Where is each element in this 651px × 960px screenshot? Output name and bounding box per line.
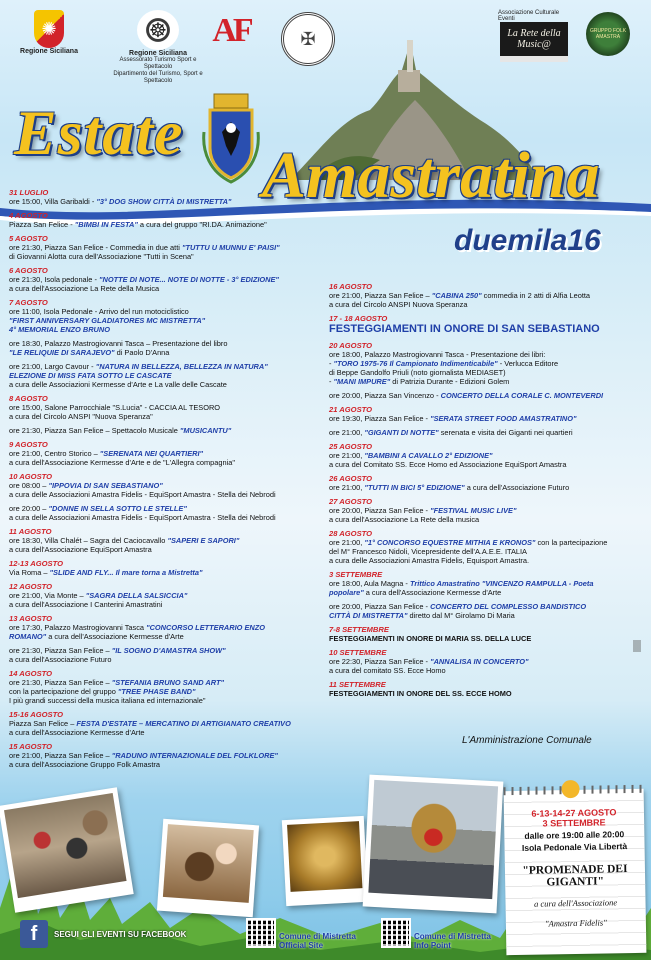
balloon-icon [561, 780, 579, 798]
event-text-hl: ROMANO" [9, 632, 47, 641]
af-mark: AF [212, 12, 250, 49]
photo-crowd-festival [0, 787, 134, 912]
event-text-pre: ore 21:00, Piazza San Felice – [9, 751, 112, 760]
event-text-hl: "STEFANIA BRUNO SAND ART" [111, 678, 224, 687]
event-date: 10 AGOSTO [9, 472, 53, 481]
qr-official-site-label [279, 932, 356, 950]
event-date: 5 AGOSTO [9, 234, 48, 243]
program-event [9, 266, 319, 293]
event-text-post: di Paolo D'Anna [114, 348, 170, 357]
admin-signature: L'Amministrazione Comunale [462, 735, 592, 746]
program-event [9, 426, 319, 435]
gruppo-folk-logo [586, 12, 630, 56]
event-text-pre: ore 20:00, Piazza San Felice - [329, 506, 431, 515]
event-text-hl: CONCERTO DELLA CORALE C. MONTEVERDI [440, 391, 604, 400]
program-left-column [9, 188, 319, 774]
event-line [9, 252, 319, 261]
event-text-pre: ore 21:30, Piazza San Felice – [9, 646, 112, 655]
event-line [9, 371, 319, 380]
af-logo [196, 12, 266, 50]
event-line [9, 426, 319, 435]
event-line [9, 197, 319, 206]
event-text-pre: a cura delle Associazioni Amastra Fidelis - EquiSport Amastra - Stella dei Nebrodi [9, 490, 276, 499]
event-line [9, 403, 319, 412]
event-text-pre: con la partecipazione del gruppo [9, 687, 118, 696]
qr-code-info-point-icon[interactable] [381, 918, 411, 948]
event-line [9, 678, 319, 687]
event-line [9, 696, 319, 705]
event-text-hl: "MUSICANTU" [179, 426, 232, 435]
event-text-pre: ore 15:00, Villa Garibaldi - [9, 197, 97, 206]
event-line [329, 377, 639, 386]
program-event [9, 298, 319, 334]
event-text-hl: 4° MEMORIAL ENZO BRUNO [9, 325, 110, 334]
event-text-pre: ore 20:00 – [9, 504, 49, 513]
program-event [9, 362, 319, 389]
promenade-cura-1: a cura dell'Associazione [533, 897, 618, 909]
event-line [9, 325, 319, 334]
event-text-hl: "FIRST ANNIVERSARY GLADIATORES MC MISTRETTA" [9, 316, 206, 325]
event-line [9, 284, 319, 293]
event-line [329, 666, 639, 675]
event-text-post: a cura del gruppo "RI.DA. Animazione" [137, 220, 267, 229]
event-line [9, 536, 319, 545]
facebook-link[interactable] [20, 920, 186, 948]
event-text-pre: a cura dell'Associazione La Rete della Musica [9, 284, 160, 293]
event-text-pre: a cura delle Associazioni Amastra Fidelis, Equisport Amastra. [329, 556, 530, 565]
event-line [9, 591, 319, 600]
program-event [9, 504, 319, 522]
event-date: 10 SETTEMBRE [329, 648, 387, 657]
program-event [9, 472, 319, 499]
promenade-place: Isola Pedonale Via Libertà [521, 841, 628, 853]
program-event [9, 614, 319, 641]
event-date: 7-8 SETTEMBRE [329, 625, 389, 634]
event-text-pre: ore 20:00, Piazza San Felice - [329, 602, 431, 611]
program-event [9, 742, 319, 769]
event-text-hl: CONCERTO DEL COMPLESSO BANDISTICO [430, 602, 587, 611]
event-line [9, 646, 319, 655]
event-line [9, 545, 319, 554]
assessorato-title: Regione Siciliana [129, 50, 187, 57]
event-line [9, 632, 319, 641]
rete-name: La Rete della Music@ [500, 22, 568, 62]
event-text-hl: "CONCORSO LETTERARIO ENZO [146, 623, 265, 632]
photo-procession-statue [363, 775, 504, 914]
event-text-hl: "NOTTE DI NOTE... NOTE DI NOTTE - 3° EDIZIONE" [98, 275, 279, 284]
program-event [329, 442, 639, 469]
event-line [9, 316, 319, 325]
event-text-hl: "3° DOG SHOW CITTÀ DI MISTRETTA" [96, 197, 232, 206]
event-date: 12 AGOSTO [9, 582, 53, 591]
event-line [9, 339, 319, 348]
promenade-time: dalle ore 19:00 alle 20:00 [524, 829, 625, 841]
event-line [329, 634, 639, 643]
program-event [329, 570, 639, 597]
event-text-pre: - [329, 377, 334, 386]
event-text-hl: "SERATA STREET FOOD AMASTRATINO" [430, 414, 577, 423]
event-date: 17 - 18 AGOSTO [329, 314, 388, 323]
event-feast-title: FESTEGGIAMENTI IN ONORE DI SAN SEBASTIANO [329, 323, 600, 335]
event-line [329, 588, 639, 597]
program-event [329, 474, 639, 492]
event-line [329, 300, 639, 309]
event-text-pre: a cura del Circolo ANSPI Nuova Speranza [329, 300, 468, 309]
program-event [329, 497, 639, 524]
event-date: 31 LUGLIO [9, 188, 49, 197]
event-text-hl: "BIMBI IN FESTA" [74, 220, 138, 229]
program-event [329, 529, 639, 565]
mistretta-crest-icon [200, 92, 262, 184]
event-date: 4 AGOSTO [9, 211, 48, 220]
program-right-column [329, 282, 639, 703]
event-text-pre: ore 21:00, [329, 428, 365, 437]
event-text-hl: FESTA D'ESTATE – MERCATINO DI ARTIGIANATO CREATIVO [76, 719, 291, 728]
event-date: 12-13 AGOSTO [9, 559, 64, 568]
program-event [9, 527, 319, 554]
event-line [329, 538, 639, 547]
event-line [329, 556, 639, 565]
event-text-pre: ore 21:00, Centro Storico – [9, 449, 100, 458]
event-date: 11 SETTEMBRE [329, 680, 386, 689]
event-date: 7 AGOSTO [9, 298, 48, 307]
program-event [329, 648, 639, 675]
event-text-hl: "CABINA 250" [431, 291, 482, 300]
event-text-hl: "TUTTI IN BICI 5° EDIZIONE" [364, 483, 465, 492]
event-line [9, 275, 319, 284]
ecce-homo-seal-icon: ✠ [281, 12, 335, 66]
event-line [329, 368, 639, 377]
assessorato-logo [108, 10, 208, 85]
event-text-pre: - [329, 359, 334, 368]
event-line [9, 728, 319, 737]
event-text-pre: di Beppe Gandolfo Priuli (noto giornalista MEDIASET) [329, 368, 506, 377]
event-line [9, 655, 319, 664]
promenade-name: "PROMENADE DEI GIGANTI" [522, 863, 628, 889]
regione-siciliana-logo [14, 10, 84, 55]
event-text-pre: a cura delle Associazioni Amastra Fidelis - EquiSport Amastra - Stella dei Nebrodi [9, 513, 276, 522]
event-line [329, 547, 639, 556]
event-line [9, 243, 319, 252]
event-text-hl: "BAMBINI A CAVALLO 2° EDIZIONE" [364, 451, 493, 460]
event-line [9, 220, 319, 229]
event-text-post: a cura dell'Associazione Futuro [464, 483, 570, 492]
event-text-hl: "IL SOGNO D'AMASTRA SHOW" [111, 646, 226, 655]
event-line [329, 515, 639, 524]
event-text-pre: Piazza San Felice - [9, 220, 75, 229]
event-date: 28 AGOSTO [329, 529, 373, 538]
event-text-post: FESTEGGIAMENTI IN ONORE DEL SS. ECCE HOMO [329, 689, 512, 698]
event-text-pre: ore 21:30, Piazza San Felice – [9, 678, 112, 687]
program-event [9, 339, 319, 357]
assessorato-line1: Assessorato Turismo Sport e Spettacolo [119, 57, 197, 70]
event-line [9, 623, 319, 632]
facebook-icon[interactable]: f [20, 920, 48, 948]
event-date: 3 SETTEMBRE [329, 570, 383, 579]
event-text-post: con la partecipazione [535, 538, 608, 547]
qr2-line1: Comune di Mistretta [414, 932, 491, 941]
event-text-hl: "SAPERI E SAPORI" [167, 536, 240, 545]
event-text-post: diretto dal M° Girolamo Di Maria [407, 611, 515, 620]
event-text-pre: a cura del Comitato SS. Ecce Homo ed Associazione EquiSport Amastra [329, 460, 567, 469]
promenade-note [504, 789, 647, 955]
promenade-dates: 6-13-14-27 AGOSTO [531, 807, 617, 819]
event-text-pre: Via Roma – [9, 568, 50, 577]
trinacria-shield-icon: ✺ [34, 10, 64, 48]
program-event [329, 341, 639, 386]
rete-small-label: Associazione Culturale Eventi [498, 10, 560, 22]
event-text-hl: "ANNALISA IN CONCERTO" [430, 657, 529, 666]
event-line [9, 751, 319, 760]
event-text-pre: ore 11:00, Isola Pedonale - Arrivo del run motociclistico [9, 307, 189, 316]
trinacria-icon: ☸ [137, 10, 179, 50]
event-text-pre: a cura dell'Associazione I Canterini Amastratini [9, 600, 163, 609]
promenade-dates-2: 3 SETTEMBRE [542, 817, 606, 829]
event-line [9, 449, 319, 458]
event-text-pre: ore 17:30, Palazzo Mastrogiovanni Tasca [9, 623, 147, 632]
program-event [329, 391, 639, 400]
event-date: 8 AGOSTO [9, 394, 48, 403]
event-text-pre: a cura dell'Associazione Kermesse d'Arte e de "L'Allegra compagnia" [9, 458, 235, 467]
photo-golden-relief [282, 816, 368, 906]
event-text-hl: "FESTIVAL MUSIC LIVE" [430, 506, 517, 515]
program-event [9, 710, 319, 737]
qr-code-official-site-icon[interactable] [246, 918, 276, 948]
program-event [329, 314, 639, 336]
event-line [9, 600, 319, 609]
event-text-hl: CITTÀ DI MISTRETTA" [329, 611, 408, 620]
photo-food-hands [157, 819, 259, 917]
event-line [9, 760, 319, 769]
event-line [9, 490, 319, 499]
program-event [329, 680, 639, 698]
promenade-cura-2: "Amastra Fidelis" [544, 917, 607, 929]
qr1-line1: Comune di Mistretta [279, 932, 356, 941]
event-text-hl: "NATURA IN BELLEZZA, BELLEZZA IN NATURA" [95, 362, 268, 371]
event-text-pre: ore 20:00, Piazza San Vincenzo - [329, 391, 441, 400]
event-text-pre: Piazza San Felice – [9, 719, 77, 728]
event-date: 25 AGOSTO [329, 442, 373, 451]
event-text-hl: "IPPOVIA DI SAN SEBASTIANO" [48, 481, 163, 490]
event-text-pre: ore 18:00, Palazzo Mastrogiovanni Tasca - Presentazione dei libri: [329, 350, 546, 359]
event-line [329, 291, 639, 300]
event-text-hl: "DONNE IN SELLA SOTTO LE STELLE" [48, 504, 187, 513]
event-text-pre: ore 08:00 – [9, 481, 49, 490]
event-text-post: commedia in 2 atti di Alfia Leotta [481, 291, 591, 300]
event-text-pre: ore 21:00, Largo Cavour - [9, 362, 96, 371]
event-date: 20 AGOSTO [329, 341, 373, 350]
event-text-pre: ore 21:30, Piazza San Felice – Spettacolo Musicale [9, 426, 180, 435]
event-text-pre: ore 21:00, [329, 483, 365, 492]
event-text-pre: ore 18:30, Palazzo Mastrogiovanni Tasca – Presentazione del libro [9, 339, 228, 348]
event-line [9, 568, 319, 577]
event-line [9, 719, 319, 728]
event-line [329, 506, 639, 515]
event-text-hl: "1° CONCORSO EQUESTRE MITHIA E KRONOS" [364, 538, 536, 547]
program-event [329, 405, 639, 423]
event-text-pre: ore 21:30, Piazza San Felice - Commedia in due atti [9, 243, 182, 252]
event-text-pre: a cura delle Associazioni Kermesse d'Arte e La valle delle Cascate [9, 380, 227, 389]
event-line [329, 350, 639, 359]
folk-name: GRUPPO FOLK AMASTRA [589, 28, 627, 40]
event-date: 16 AGOSTO [329, 282, 373, 291]
event-text-post: serenata e visita dei Giganti nei quartieri [438, 428, 573, 437]
event-date: 26 AGOSTO [329, 474, 373, 483]
event-line [9, 362, 319, 371]
event-date: 27 AGOSTO [329, 497, 373, 506]
event-line [9, 513, 319, 522]
event-text-hl: "SAGRA DELLA SALSICCIA" [85, 591, 188, 600]
event-line [329, 414, 639, 423]
event-line [9, 458, 319, 467]
program-event [9, 234, 319, 261]
event-text-post: a cura dell'Associazione Kermesse d'Arte [363, 588, 502, 597]
event-line [329, 689, 639, 698]
program-event [329, 625, 639, 643]
event-text-pre: a cura dell'Associazione Kermesse d'Arte [9, 728, 145, 737]
facebook-text[interactable]: SEGUI GLI EVENTI SU FACEBOOK [54, 929, 187, 939]
event-line [9, 687, 319, 696]
event-line [329, 657, 639, 666]
event-date: 13 AGOSTO [9, 614, 53, 623]
program-event [9, 646, 319, 664]
event-text-post: - Verlucca Editore [497, 359, 559, 368]
event-line [329, 483, 639, 492]
event-line [9, 481, 319, 490]
event-line [329, 451, 639, 460]
side-credit-strip [633, 640, 641, 760]
event-text-hl: "RADUNO INTERNAZIONALE DEL FOLKLORE" [111, 751, 278, 760]
event-text-pre: ore 21:00, [329, 451, 365, 460]
event-line [329, 460, 639, 469]
event-text-hl: ELEZIONE DI MISS FATA SOTTO LE CASCATE [9, 371, 172, 380]
event-text-pre: a cura del comitato SS. Ecce Homo [329, 666, 446, 675]
event-text-pre: del M° Francesco Nidoli, Vicepresidente dell'A.A.E.E. ITALIA [329, 547, 527, 556]
event-date: 14 AGOSTO [9, 669, 53, 678]
program-event [9, 669, 319, 705]
event-text-pre: di Giovanni Alotta cura dell'Associazione "Tutti in Scena" [9, 252, 194, 261]
event-text-pre: ore 21:00, [329, 538, 365, 547]
event-text-post: di Patrizia Durante - Edizioni Golem [390, 377, 510, 386]
program-event [9, 188, 319, 206]
event-text-post: FESTEGGIAMENTI IN ONORE DI MARIA SS. DELLA LUCE [329, 634, 532, 643]
event-line [329, 428, 639, 437]
event-text-pre: a cura del Circolo ANSPI "Nuova Speranza" [9, 412, 153, 421]
program-event [329, 282, 639, 309]
event-date: 21 AGOSTO [329, 405, 373, 414]
event-text-hl: "SLIDE AND FLY... Il mare torna a Mistretta" [49, 568, 203, 577]
event-text-pre: a cura dell'Associazione La Rete della musica [329, 515, 480, 524]
event-text-pre: ore 21:30, Isola pedonale - [9, 275, 99, 284]
event-text-pre: ore 15:00, Salone Parrocchiale "S.Lucia" - CACCIA AL TESORO [9, 403, 221, 412]
event-text-hl: "MANI IMPURE" [333, 377, 391, 386]
event-date: 11 AGOSTO [9, 527, 52, 536]
event-text-pre: ore 18:30, Villa Chalét – Sagra del Caciocavallo [9, 536, 168, 545]
event-date: 9 AGOSTO [9, 440, 48, 449]
event-line [329, 359, 639, 368]
event-line [9, 348, 319, 357]
event-text-pre: a cura dell'Associazione Futuro [9, 655, 112, 664]
event-date: 15 AGOSTO [9, 742, 53, 751]
event-text-hl: "TUTTU U MUNNU E' PAISI" [181, 243, 280, 252]
program-event [329, 428, 639, 437]
event-text-post: a cura dell'Associazione Kermesse d'Arte [46, 632, 184, 641]
event-text-hl: "LE RELIQUIE DI SARAJEVO" [9, 348, 115, 357]
event-date: 6 AGOSTO [9, 266, 48, 275]
program-event [9, 440, 319, 467]
event-text-pre: a cura dell'Associazione EquiSport Amastra [9, 545, 152, 554]
event-date: 15-16 AGOSTO [9, 710, 64, 719]
event-text-hl: "TORO 1975-76 Il Campionato Indimenticabile" [333, 359, 498, 368]
title-duemila16: duemila16 [454, 224, 601, 257]
event-line [329, 391, 639, 400]
event-line [9, 380, 319, 389]
program-event [329, 602, 639, 620]
program-event [9, 559, 319, 577]
program-event [9, 394, 319, 421]
program-event [9, 211, 319, 229]
event-text-hl: "SERENATA NEI QUARTIERI" [99, 449, 204, 458]
event-text-pre: ore 21:00, Piazza San Felice – [329, 291, 432, 300]
regione-label: Regione Siciliana [20, 48, 78, 55]
title-amastratina: Amastratina [262, 139, 600, 212]
title-estate: Estate [14, 97, 184, 168]
event-text-hl: "GIGANTI DI NOTTE" [364, 428, 439, 437]
event-text-pre: ore 22:30, Piazza San Felice - [329, 657, 431, 666]
event-line [9, 307, 319, 316]
qr2-line2: Info Point [414, 941, 451, 950]
event-line [329, 579, 639, 588]
assessorato-line2: Dipartimento del Turismo, Sport e Spettacolo [113, 71, 203, 84]
event-text-hl: popolare" [329, 588, 364, 597]
event-line [9, 504, 319, 513]
event-text-post: I più grandi successi della musica italiana ed internazionale" [9, 696, 206, 705]
program-event [9, 582, 319, 609]
event-text-pre: ore 18:00, Aula Magna - [329, 579, 410, 588]
qr-info-point-label [414, 932, 491, 950]
event-text-hl: Trittico Amastratino "VINCENZO RAMPULLA - Poeta [409, 579, 594, 588]
event-text-hl: "TREE PHASE BAND" [117, 687, 196, 696]
event-text-pre: a cura dell'Associazione Gruppo Folk Amastra [9, 760, 160, 769]
event-line [9, 412, 319, 421]
event-line [329, 611, 639, 620]
qr1-line2: Official Site [279, 941, 324, 950]
event-text-pre: ore 19:30, Piazza San Felice - [329, 414, 431, 423]
event-line [329, 602, 639, 611]
event-text-pre: ore 21:00, Via Monte – [9, 591, 86, 600]
